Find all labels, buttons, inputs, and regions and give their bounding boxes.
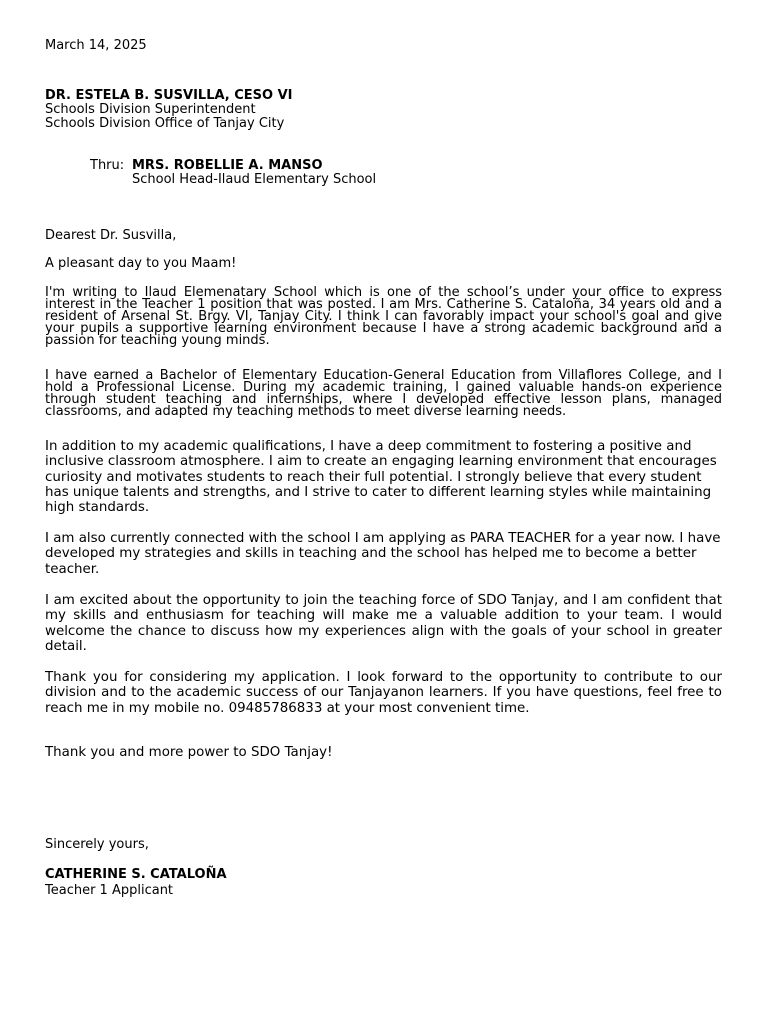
body-paragraph-2: I have earned a Bachelor of Elementary Education-General Education from Villaflores College, and I hold a Professional License. During my academic training, I gained valuable hands-on experience through student teaching and internships, where I developed effective lesson plans, managed classrooms, and adapted my teaching methods to meet diverse learning needs. <box>45 368 722 419</box>
body-paragraph-5: I am excited about the opportunity to join the teaching force of SDO Tanjay, and I am confident that my skills and enthusiasm for teaching will make me a valuable addition to your team. I would welcome the chance to discuss how my experiences align with the goals of your school in greater detail. <box>45 593 722 654</box>
recipient-office: Schools Division Office of Tanjay City <box>45 116 285 131</box>
salutation: Dearest Dr. Susvilla, <box>45 228 177 243</box>
body-paragraph-7: Thank you and more power to SDO Tanjay! <box>45 745 333 760</box>
body-paragraph-4: I am also currently connected with the school I am applying as PARA TEACHER for a year now. I have developed my strategies and skills in teaching and the school has helped me to become a better teacher. <box>45 531 721 577</box>
body-paragraph-6: Thank you for considering my application. I look forward to the opportunity to contribute to our division and to the academic success of our Tanjayanon learners. If you have questions, feel free to reach me in my mobile no. 09485786833 at your most convenient time. <box>45 670 722 716</box>
letter-date: March 14, 2025 <box>45 38 147 53</box>
recipient-title: Schools Division Superintendent <box>45 102 256 117</box>
closing: Sincerely yours, <box>45 837 149 852</box>
body-paragraph-3: In addition to my academic qualifications, I have a deep commitment to fostering a positive and inclusive classroom atmosphere. I aim to create an engaging learning environment that encourages curiosity and motivates students to reach their full potential. I strongly believe that every student has unique talents and strengths, and I strive to cater to different learning styles while maintaining high standards. <box>45 439 717 516</box>
greeting: A pleasant day to you Maam! <box>45 256 237 271</box>
recipient-name: DR. ESTELA B. SUSVILLA, CESO VI <box>45 88 293 103</box>
thru-name: MRS. ROBELLIE A. MANSO <box>132 158 323 173</box>
body-paragraph-1: I'm writing to Ilaud Elemenatary School which is one of the school’s under your office to express interest in the Teacher 1 position that was posted. I am Mrs. Catherine S. Cataloña, 34 years old and a resident of Arsenal St. Brgy. VI, Tanjay City. I think I can favorably impact your school's goal and give your pupils a supportive learning environment because I have a strong academic background and a passion for teaching young minds. <box>45 285 722 348</box>
signatory-name: CATHERINE S. CATALOÑA <box>45 867 227 882</box>
signatory-title: Teacher 1 Applicant <box>45 883 174 898</box>
thru-title: School Head-Ilaud Elementary School <box>132 172 377 187</box>
thru-label: Thru: <box>90 158 125 173</box>
